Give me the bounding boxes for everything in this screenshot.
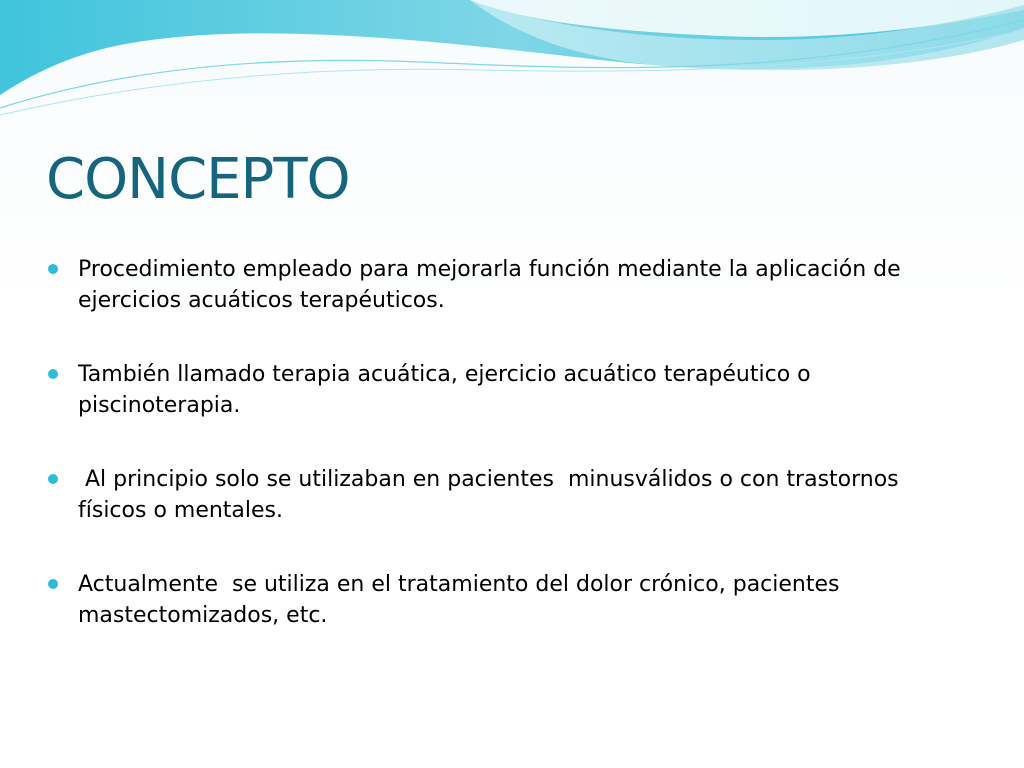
bullet-text: Al principio solo se utilizaban en pacientes minusválidos o con trastornos físicos o mentales. <box>78 467 906 523</box>
bullet-item <box>48 254 968 316</box>
bullet-point-icon <box>48 579 58 589</box>
bullet-item <box>48 359 968 421</box>
bullet-text: También llamado terapia acuática, ejercicio acuático terapéutico o piscinoterapia. <box>78 362 818 418</box>
bullet-point-icon <box>48 474 58 484</box>
bullet-item <box>48 569 968 631</box>
header-wave-decoration <box>0 0 1024 130</box>
bullet-point-icon <box>48 264 58 274</box>
bullet-point-icon <box>48 369 58 379</box>
bullet-item <box>48 464 968 526</box>
bullet-text: Actualmente se utiliza en el tratamiento del dolor crónico, pacientes mastectomizados, etc. <box>78 572 847 628</box>
slide-title: CONCEPTO <box>46 147 350 212</box>
bullet-list <box>48 254 968 674</box>
bullet-text: Procedimiento empleado para mejorarla función mediante la aplicación de ejercicios acuáticos terapéuticos. <box>78 257 908 313</box>
